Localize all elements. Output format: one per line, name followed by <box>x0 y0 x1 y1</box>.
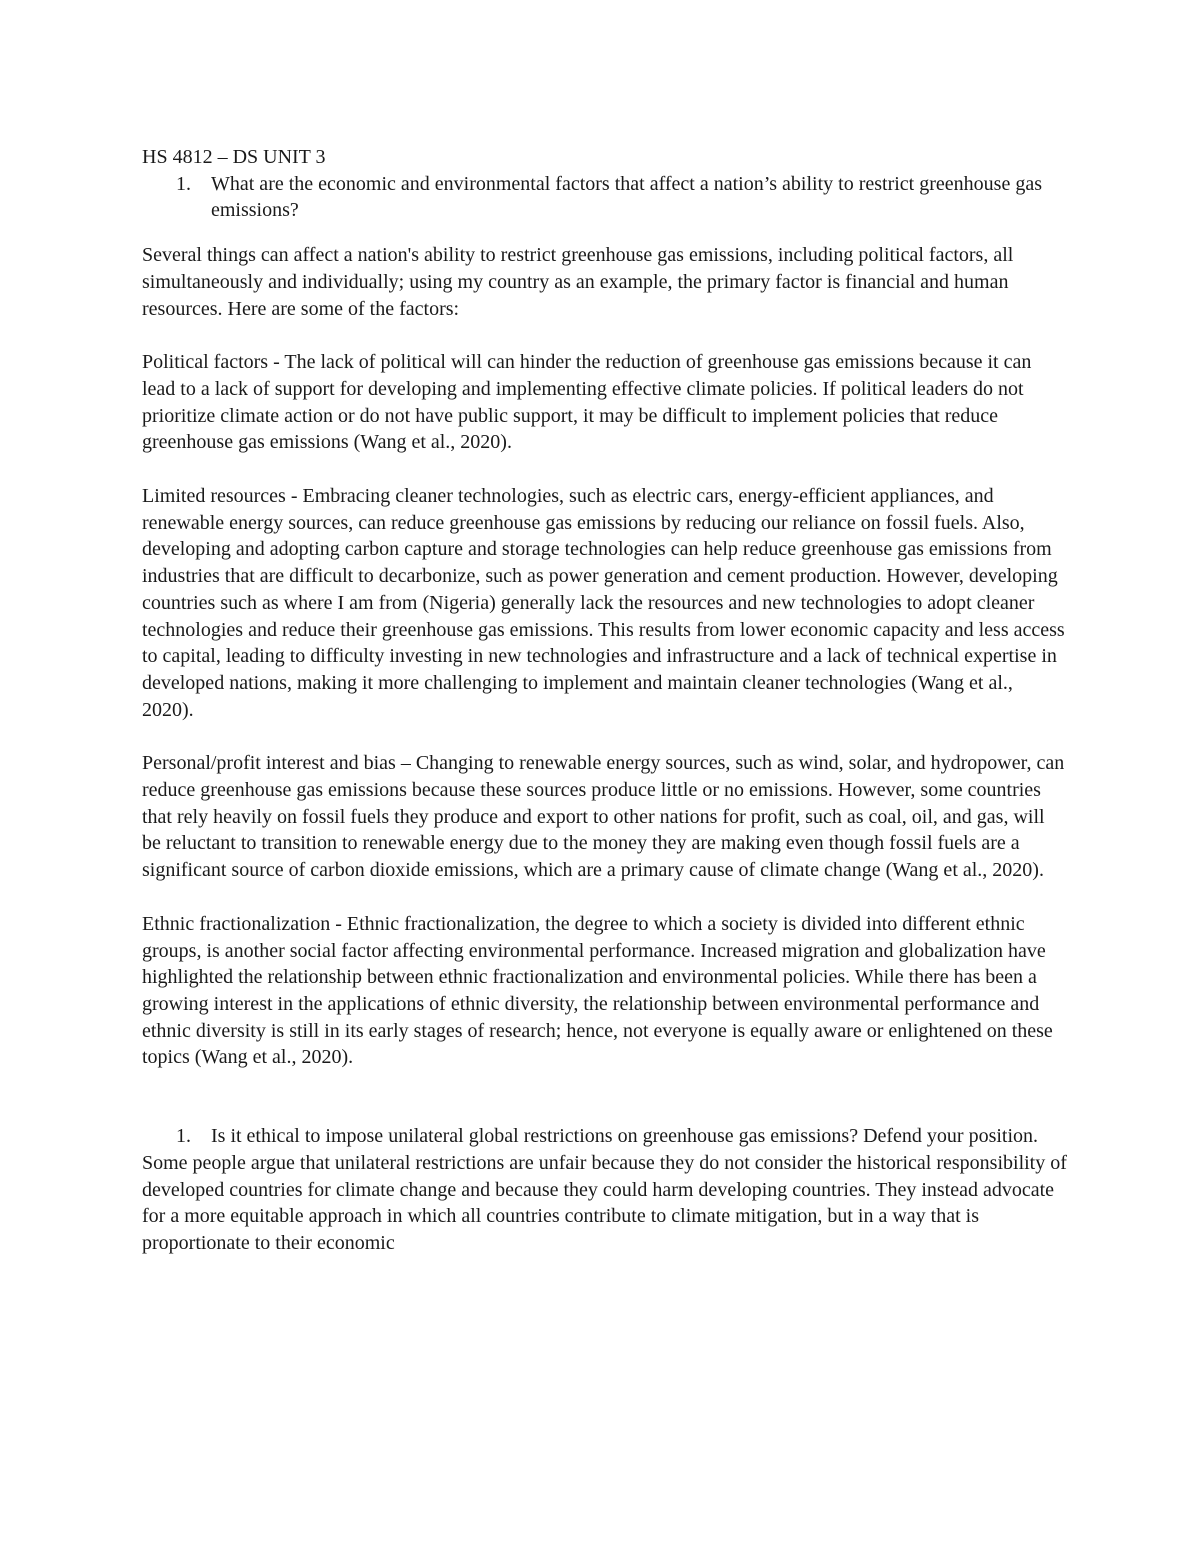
intro-paragraph: Several things can affect a nation's ability to restrict greenhouse gas emissions, including political factors, all simultaneously and individually; using my country as an example, the primary factor is financial and human resources. Here are some of the factors: <box>142 244 1014 320</box>
profit-interest-paragraph: Personal/profit interest and bias – Changing to renewable energy sources, such as wind, solar, and hydropower, can reduce greenhouse gas emissions because these sources produce little or no emissions. However, some countries that rely heavily on fossil fuels they produce and export to other nations for profit, such as coal, oil, and gas, will be reluctant to transition to renewable energy due to the money they are making even though fossil fuels are a significant source of carbon dioxide emissions, which are a primary cause of climate change (Wang et al., 2020). <box>142 752 1065 882</box>
ethnic-fractionalization-paragraph: Ethnic fractionalization - Ethnic fractionalization, the degree to which a society is divided into different ethnic groups, is another social factor affecting environmental performance. Increased migration and globalization have highlighted the relationship between ethnic fractionalization and environmental policies. While there has been a growing interest in the applications of ethnic diversity, the relationship between environmental performance and ethnic diversity is still in its early stages of research; hence, not everyone is equally aware or enlightened on these topics (Wang et al., 2020). <box>142 912 1053 1069</box>
question-1-number: 1. <box>176 172 191 195</box>
question-1 <box>142 171 1067 224</box>
limited-resources-paragraph: Limited resources - Embracing cleaner technologies, such as electric cars, energy-efficient appliances, and renewable energy sources, can reduce greenhouse gas emissions by reducing our reliance on fossil fuels. Also, developing and adopting carbon capture and storage technologies can help reduce greenhouse gas emissions from industries that are difficult to decarbonize, such as power generation and cement production. However, developing countries such as where I am from (Nigeria) generally lack the resources and new technologies to adopt cleaner technologies and reduce their greenhouse gas emissions. This results from lower economic capacity and less access to capital, leading to difficulty investing in new technologies and infrastructure and a lack of technical expertise in developed nations, making it more challenging to implement and maintain cleaner technologies (Wang et al., 2020). <box>142 485 1065 721</box>
question-1-text: What are the economic and environmental factors that affect a nation’s ability to restrict greenhouse gas emissions? <box>211 172 1042 222</box>
document-heading: HS 4812 – DS UNIT 3 <box>142 146 326 168</box>
political-factors-paragraph: Political factors - The lack of political will can hinder the reduction of greenhouse gas emissions because it can lead to a lack of support for developing and implementing effective climate policies. If political leaders do not prioritize climate action or do not have public support, it may be difficult to implement policies that reduce greenhouse gas emissions (Wang et al., 2020). <box>142 351 1032 454</box>
question-2-number: 1. <box>176 1125 191 1148</box>
answer-2-paragraph: Some people argue that unilateral restrictions are unfair because they do not consider the historical responsibility of developed countries for climate change and because they could harm developing countries. They instead advocate for a more equitable approach in which all countries contribute to climate mitigation, but in a way that is proportionate to their economic <box>142 1151 1067 1254</box>
document-body <box>142 144 1067 1257</box>
question-2 <box>142 1123 1067 1150</box>
question-2-text: Is it ethical to impose unilateral global restrictions on greenhouse gas emissions? Defend your position. <box>211 1125 1039 1148</box>
